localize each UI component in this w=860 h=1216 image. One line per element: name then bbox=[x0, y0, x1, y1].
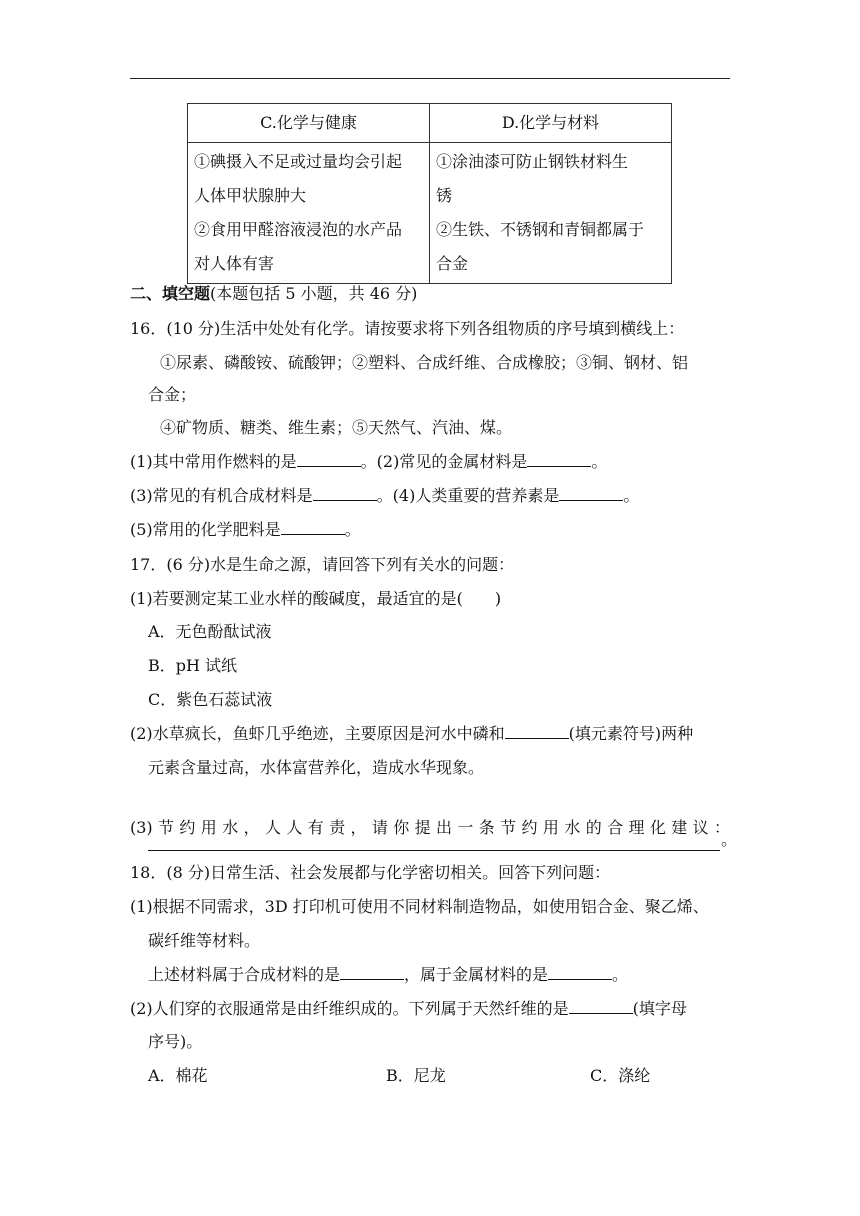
cell-d-line: ②生铁、不锈钢和青铜都属于 bbox=[436, 220, 645, 239]
q18-part1-question bbox=[148, 965, 628, 985]
answer-blank bbox=[281, 520, 345, 535]
q16-part5-text: (5)常用的化学肥料是 bbox=[130, 520, 281, 539]
punct: 。 bbox=[344, 520, 361, 539]
q18-part2 bbox=[130, 999, 687, 1019]
q16-part2-text: 。(2)常见的金属材料是 bbox=[360, 452, 528, 471]
q17-option-c: C．紫色石蕊试液 bbox=[148, 690, 273, 709]
cell-d-line: 锈 bbox=[436, 186, 453, 205]
q17-part2-cont: 元素含量过高，水体富营养化，造成水华现象。 bbox=[148, 758, 485, 777]
answer-blank bbox=[548, 965, 612, 980]
q18-option-b: B．尼龙 bbox=[386, 1066, 446, 1085]
q18-stem: 18．(8 分)日常生活、社会发展都与化学密切相关。回答下列问题： bbox=[130, 863, 611, 882]
answer-blank bbox=[527, 452, 591, 467]
section-title-bold: 二、填空题 bbox=[130, 284, 211, 303]
table-header-d: D.化学与材料 bbox=[430, 104, 672, 143]
punct: 。 bbox=[591, 452, 608, 471]
cell-d-line: 合金 bbox=[436, 254, 469, 273]
punct: 。 bbox=[612, 965, 629, 984]
q16-items-line2: 合金； bbox=[148, 385, 197, 404]
table-cell-d bbox=[430, 143, 672, 284]
q17-stem: 17．(6 分)水是生命之源，请回答下列有关水的问题： bbox=[130, 555, 515, 574]
punct: 。 bbox=[623, 486, 640, 505]
cell-c-line: ①碘摄入不足或过量均会引起 bbox=[194, 152, 403, 171]
punct: 。 bbox=[721, 830, 738, 849]
answer-blank bbox=[559, 486, 623, 501]
q16-stem: 16．(10 分)生活中处处有化学。请按要求将下列各组物质的序号填到横线上： bbox=[130, 319, 685, 338]
header-rule bbox=[130, 78, 730, 79]
q18-part1-cont: 碳纤维等材料。 bbox=[148, 931, 261, 950]
q18-option-c: C．涤纶 bbox=[590, 1066, 651, 1085]
section-title bbox=[130, 284, 417, 304]
q17-part3: (3)节约用水，人人有责，请你提出一条节约用水的合理化建议： bbox=[130, 818, 730, 837]
q16-part1-text: (1)其中常用作燃料的是 bbox=[130, 452, 297, 471]
q17-part2-tail: (填元素符号)两种 bbox=[568, 724, 694, 743]
cell-c-line: 对人体有害 bbox=[194, 254, 275, 273]
q17-part2-text: (2)水草疯长，鱼虾几乎绝迹，主要原因是河水中磷和 bbox=[130, 724, 505, 743]
cell-d-line: ①涂油漆可防止钢铁材料生 bbox=[436, 152, 629, 171]
table-header-c: C.化学与健康 bbox=[188, 104, 430, 143]
q17-part2 bbox=[130, 724, 693, 744]
q16-part1 bbox=[130, 452, 607, 472]
q16-part3 bbox=[130, 486, 639, 506]
q16-part4-text: 。(4)人类重要的营养素是 bbox=[376, 486, 560, 505]
q18-part2-text: (2)人们穿的衣服通常是由纤维织成的。下列属于天然纤维的是 bbox=[130, 999, 569, 1018]
q18-part1: (1)根据不同需求，3D 打印机可使用不同材料制造物品，如使用铝合金、聚乙烯、 bbox=[130, 897, 709, 916]
cell-c-line: 人体甲状腺肿大 bbox=[194, 186, 307, 205]
cell-c-line: ②食用甲醛溶液浸泡的水产品 bbox=[194, 220, 403, 239]
answer-blank bbox=[340, 965, 404, 980]
answer-blank bbox=[505, 724, 569, 739]
q16-part3-text: (3)常见的有机合成材料是 bbox=[130, 486, 313, 505]
q18-part2-tail: (填字母 bbox=[632, 999, 687, 1018]
answer-blank bbox=[297, 452, 361, 467]
q18-option-a: A．棉花 bbox=[148, 1066, 208, 1085]
answer-blank-long bbox=[148, 850, 720, 851]
table-cell-c bbox=[188, 143, 430, 284]
options-table bbox=[187, 103, 672, 284]
q18-part2-cont: 序号)。 bbox=[148, 1032, 203, 1051]
q17-part1: (1)若要测定某工业水样的酸碱度，最适宜的是( ) bbox=[130, 589, 502, 608]
q17-option-a: A．无色酚酞试液 bbox=[148, 622, 272, 641]
q16-items-line3: ④矿物质、糖类、维生素；⑤天然气、汽油、煤。 bbox=[160, 418, 513, 437]
answer-blank bbox=[313, 486, 377, 501]
q16-items-line1: ①尿素、磷酸铵、硫酸钾；②塑料、合成纤维、合成橡胶；③铜、钢材、铝 bbox=[160, 353, 689, 372]
q18-part1-text2: ，属于金属材料的是 bbox=[404, 965, 549, 984]
q18-part1-text: 上述材料属于合成材料的是 bbox=[148, 965, 341, 984]
answer-blank bbox=[569, 999, 633, 1014]
q17-option-b: B．pH 试纸 bbox=[148, 656, 238, 675]
q16-part5 bbox=[130, 520, 361, 540]
section-title-rest: (本题包括 5 小题，共 46 分) bbox=[210, 284, 418, 303]
